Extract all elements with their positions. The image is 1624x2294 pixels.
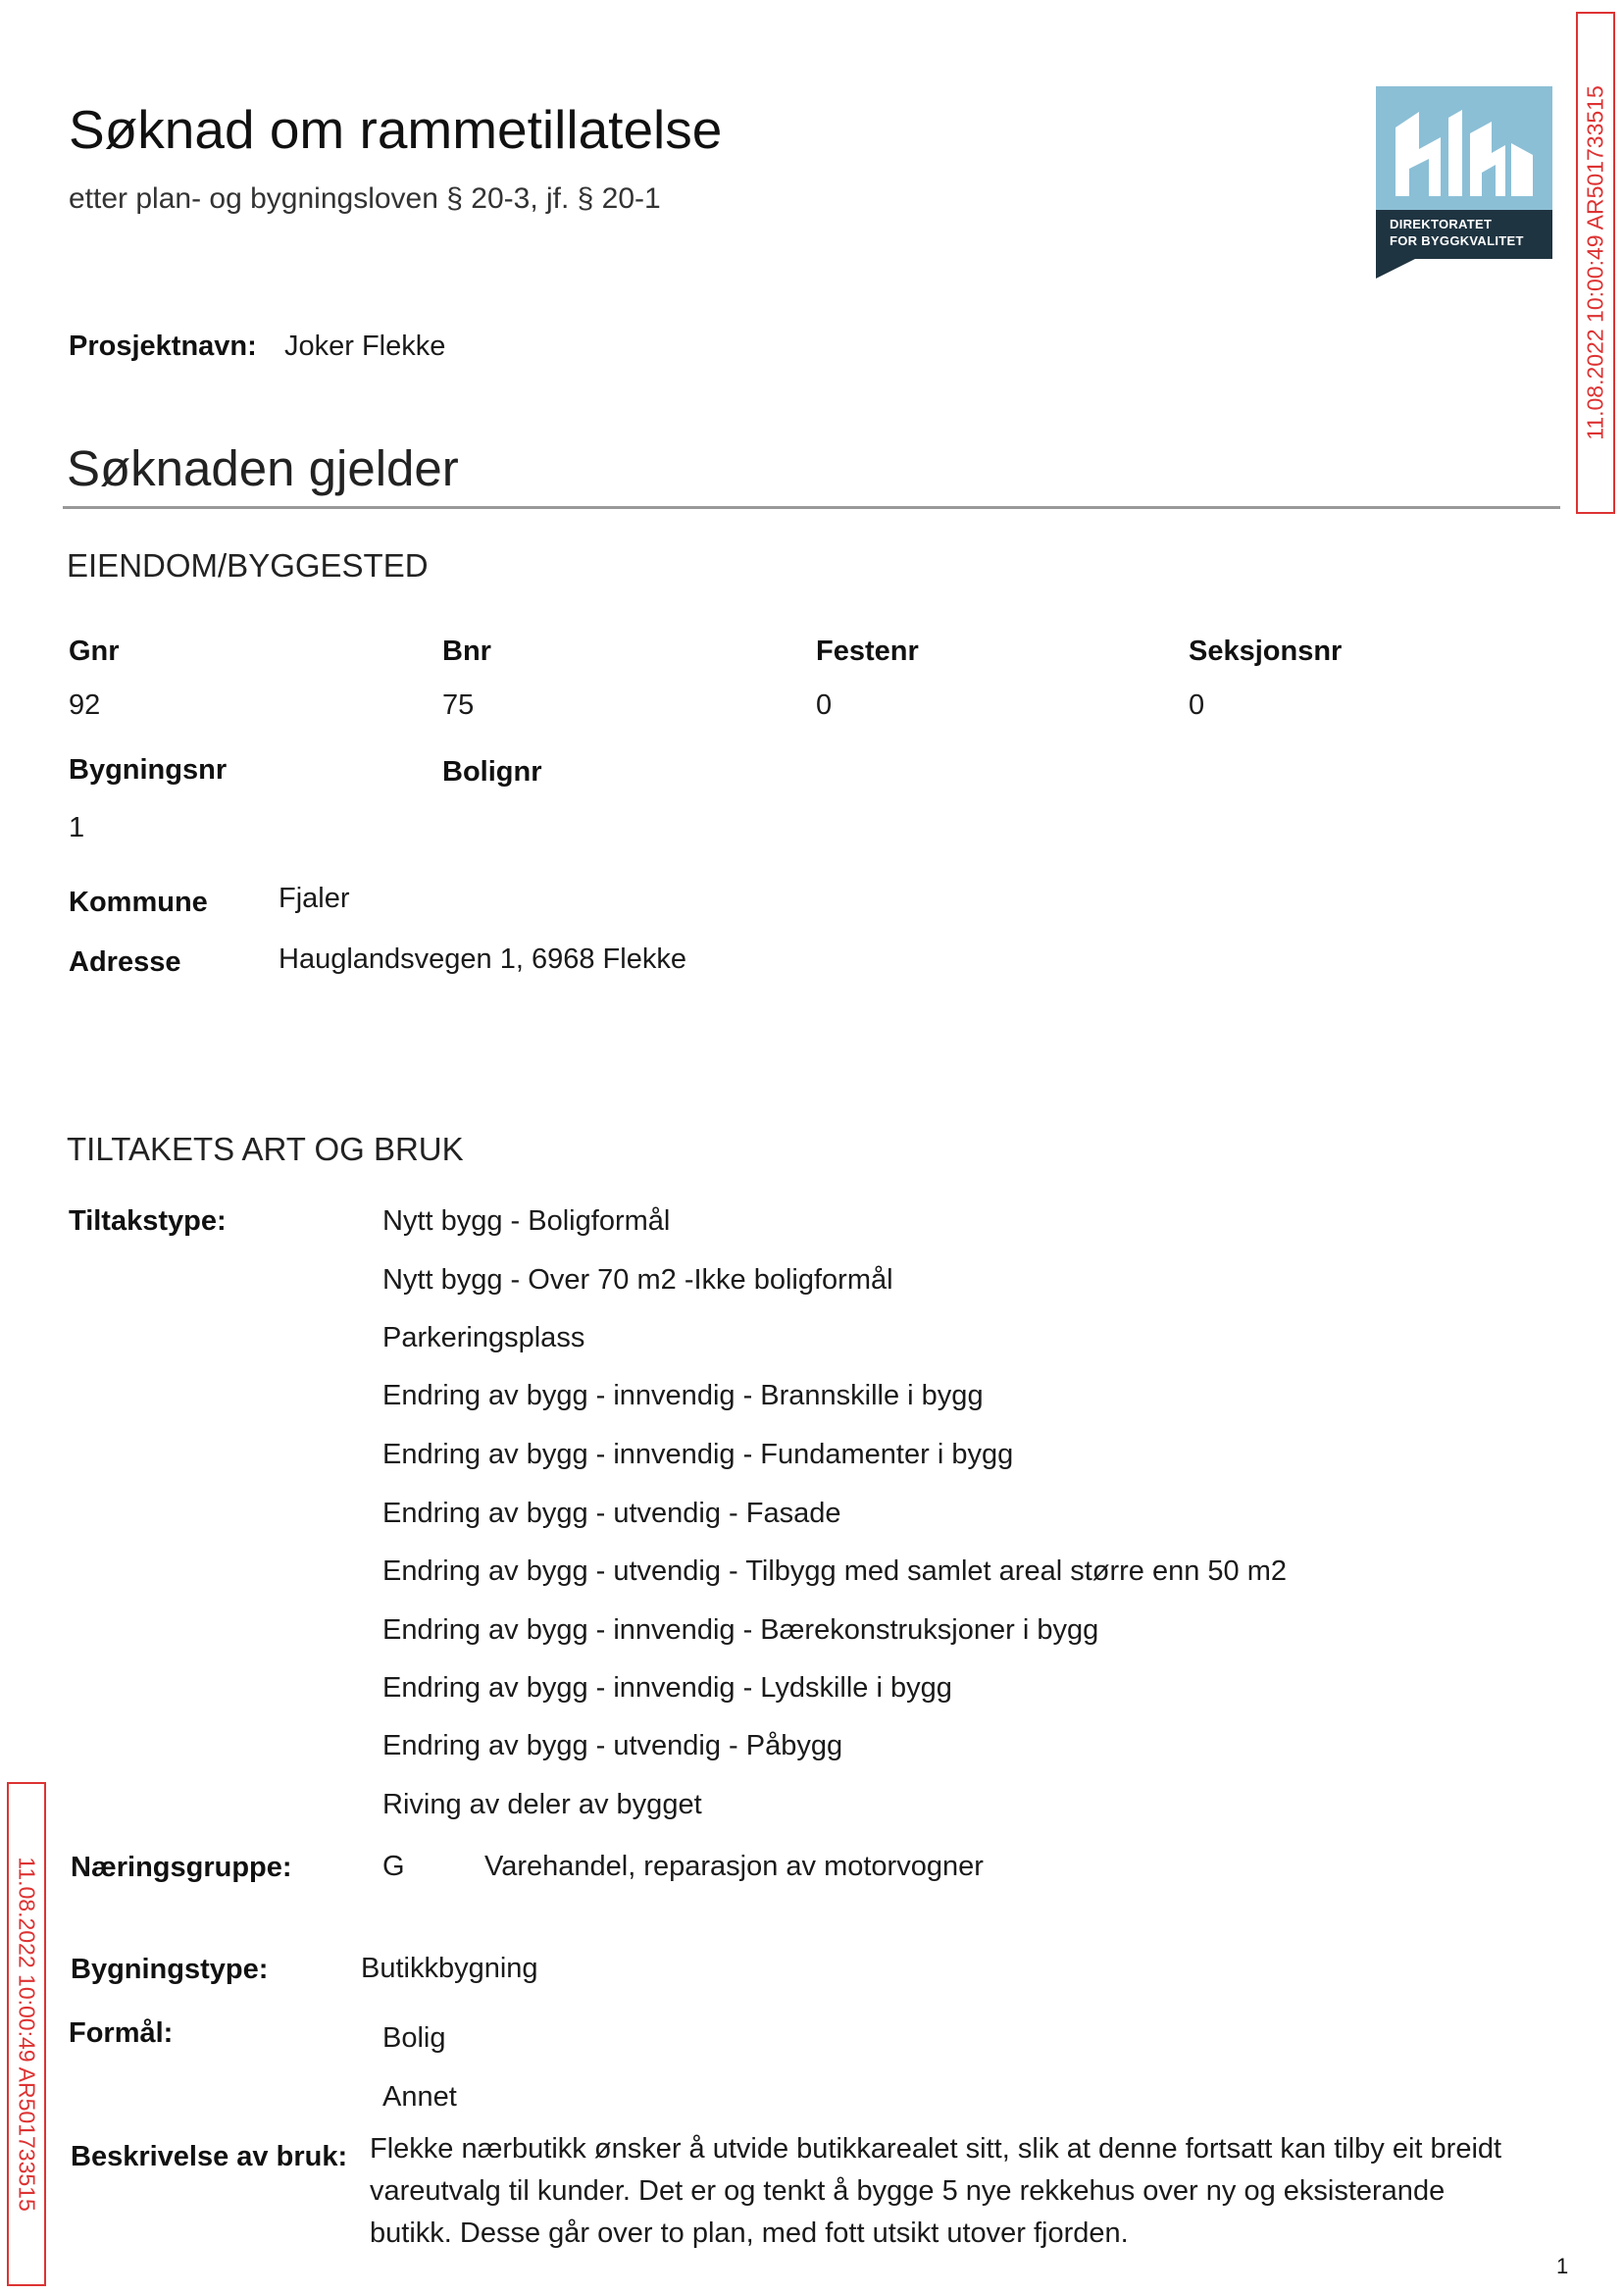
kommune-label: Kommune <box>69 887 208 918</box>
festenr-value: 0 <box>816 689 833 721</box>
bygningstype-value: Butikkbygning <box>361 1953 538 1984</box>
bnr-value: 75 <box>442 689 475 721</box>
adresse-value: Hauglandsvegen 1, 6968 Flekke <box>279 943 686 975</box>
tiltakstype-item: Endring av bygg - utvendig - Fasade <box>382 1498 841 1529</box>
tiltakstype-item: Parkeringsplass <box>382 1322 585 1353</box>
project-name-value: Joker Flekke <box>284 331 446 362</box>
tiltakstype-item: Nytt bygg - Over 70 m2 -Ikke boligformål <box>382 1264 893 1296</box>
formal-item: Annet <box>382 2081 457 2113</box>
tiltakstype-item: Endring av bygg - innvendig - Lydskille i bygg <box>382 1672 952 1704</box>
bygningstype-label: Bygningstype: <box>71 1954 269 1985</box>
tiltakstype-item: Endring av bygg - innvendig - Fundamenter i bygg <box>382 1439 1014 1470</box>
archive-stamp-left <box>7 1782 46 2286</box>
naeringsgruppe-label: Næringsgruppe: <box>71 1852 292 1883</box>
formal-item: Bolig <box>382 2022 446 2054</box>
tiltakstype-item: Endring av bygg - utvendig - Påbygg <box>382 1730 843 1761</box>
archive-stamp-text: 11.08.2022 10:00:49 AR501733515 <box>1582 85 1608 440</box>
page-subtitle: etter plan- og bygningsloven § 20-3, jf. § 20-1 <box>69 182 661 215</box>
tiltakstype-item: Endring av bygg - innvendig - Bærekonstruksjoner i bygg <box>382 1614 1099 1646</box>
section-title: Søknaden gjelder <box>67 440 459 496</box>
tiltakstype-item: Riving av deler av bygget <box>382 1789 702 1820</box>
seksjonsnr-label: Seksjonsnr <box>1189 636 1343 667</box>
gnr-value: 92 <box>69 689 101 721</box>
buildings-icon <box>1390 98 1539 200</box>
festenr-label: Festenr <box>816 636 919 667</box>
property-heading: EIENDOM/BYGGESTED <box>67 547 429 584</box>
bolignr-label: Bolignr <box>442 756 542 788</box>
gnr-label: Gnr <box>69 636 120 667</box>
tiltakstype-label: Tiltakstype: <box>69 1205 227 1237</box>
adresse-label: Adresse <box>69 946 181 978</box>
kommune-value: Fjaler <box>279 883 350 914</box>
formal-label: Formål: <box>69 2017 174 2049</box>
project-name-label: Prosjektnavn: <box>69 331 257 362</box>
dibk-logo <box>1376 86 1552 278</box>
archive-stamp-text: 11.08.2022 10:00:49 AR501733515 <box>14 1857 40 2212</box>
logo-text-line1: DIREKTORATET <box>1390 217 1493 231</box>
seksjonsnr-value: 0 <box>1189 689 1205 721</box>
bygningsnr-label: Bygningsnr <box>69 754 228 786</box>
naeringsgruppe-code: G <box>382 1851 405 1882</box>
bnr-label: Bnr <box>442 636 491 667</box>
section-divider <box>63 506 1560 509</box>
page-number: 1 <box>1556 2254 1569 2278</box>
bygningsnr-value: 1 <box>69 812 85 843</box>
logo-text-line2: FOR BYGGKVALITET <box>1390 233 1524 248</box>
tiltakstype-item: Endring av bygg - utvendig - Tilbygg med samlet areal større enn 50 m2 <box>382 1555 1288 1587</box>
tiltak-heading: TILTAKETS ART OG BRUK <box>67 1131 464 1167</box>
tiltakstype-item: Nytt bygg - Boligformål <box>382 1205 671 1237</box>
naeringsgruppe-value: Varehandel, reparasjon av motorvogner <box>484 1851 984 1882</box>
archive-stamp-right <box>1576 12 1615 514</box>
tiltakstype-item: Endring av bygg - innvendig - Brannskille i bygg <box>382 1380 984 1411</box>
page-title: Søknad om rammetillatelse <box>69 99 723 160</box>
beskrivelse-label: Beskrivelse av bruk: <box>71 2141 348 2172</box>
beskrivelse-value: Flekke nærbutikk ønsker å utvide butikkarealet sitt, slik at denne fortsatt kan tilby eit breidt vareutvalg til kunder. Det er og tenkt å bygge 5 nye rekkehus over ny og eksisterande butikk. Desse går over to plan, med fott utsikt utover fjorden. <box>370 2133 1502 2249</box>
